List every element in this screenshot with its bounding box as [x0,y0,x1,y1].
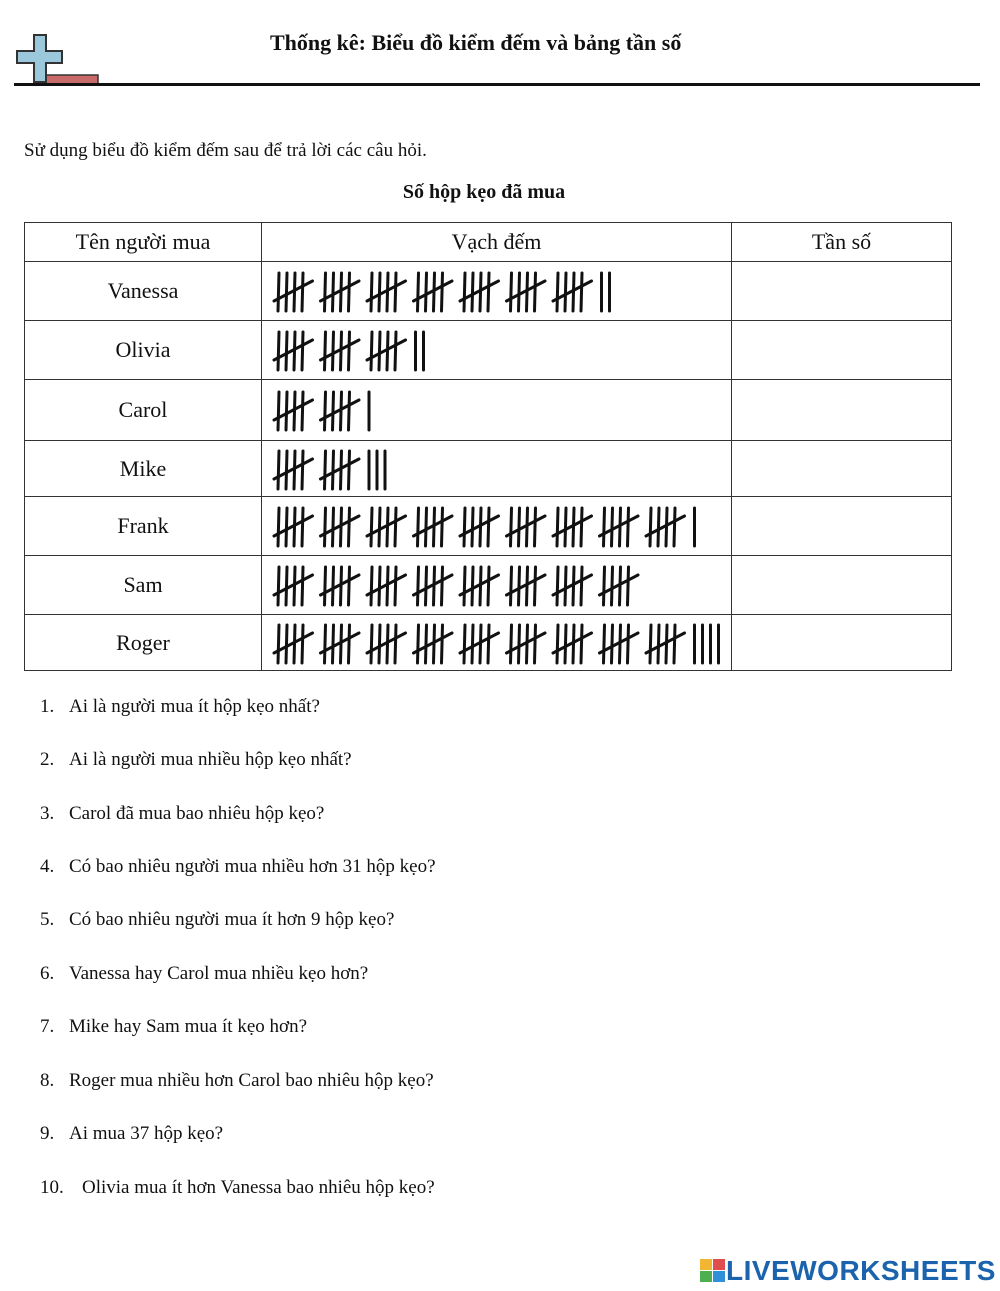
tally-marks-cell [262,556,732,615]
table-row [25,615,952,671]
tally-marks-cell [262,262,732,321]
question-number: 5. [40,909,55,930]
tally-marks [271,502,721,550]
tally-stroke [418,273,419,311]
tally-stroke [604,508,605,546]
tally-stroke [278,273,279,311]
column-header-buyer: Tên người mua [25,223,262,262]
tally-stroke [565,508,566,546]
tally-stroke [333,508,334,546]
tally-stroke [488,567,489,605]
tally-stroke [557,567,558,605]
frequency-cell[interactable] [732,615,952,671]
tally-stroke [286,567,287,605]
brand-name: LIVEWORKSHEETS [726,1255,996,1286]
tally-stroke [349,392,350,430]
buyer-name: Mike [25,441,262,497]
tally-stroke [349,451,350,489]
tally-stroke [349,508,350,546]
tally-stroke [581,567,582,605]
tally-stroke [511,625,512,663]
tally-stroke [379,508,380,546]
liveworksheets-logo-icon [700,1259,726,1283]
tally-stroke [371,625,372,663]
tally-stroke [286,392,287,430]
tally-stroke [628,567,629,605]
tally-stroke [535,273,536,311]
question-number: 8. [40,1070,55,1091]
question-text: Carol đã mua bao nhiêu hộp kẹo? [69,803,325,824]
instruction-text: Sử dụng biểu đồ kiểm đếm sau để trả lời các câu hỏi. [24,140,427,161]
question-number: 7. [40,1016,55,1037]
tally-stroke [395,273,396,311]
tally-stroke [333,451,334,489]
tally-stroke [286,508,287,546]
tally-stroke [557,625,558,663]
tally-marks [271,619,721,667]
question-item [40,909,394,931]
tally-stroke [395,625,396,663]
tally-stroke [418,567,419,605]
tally-marks-cell [262,441,732,497]
tally-stroke [325,451,326,489]
question-item [40,1123,223,1145]
tally-stroke [519,273,520,311]
frequency-cell[interactable] [732,441,952,497]
tally-stroke [628,625,629,663]
tally-stroke [278,392,279,430]
column-header-tally: Vạch đếm [262,223,732,262]
header-divider [14,83,980,86]
question-text: Olivia mua ít hơn Vanessa bao nhiêu hộp kẹo? [82,1177,435,1198]
tally-stroke [286,332,287,370]
tally-stroke [519,625,520,663]
question-item [40,963,368,985]
tally-stroke [325,332,326,370]
tally-stroke [581,273,582,311]
tally-stroke [658,625,659,663]
frequency-cell[interactable] [732,497,952,556]
buyer-name: Vanessa [25,262,262,321]
question-number: 1. [40,696,55,717]
tally-stroke [511,567,512,605]
plus-minus-math-icon [14,32,100,86]
question-item [40,1177,435,1199]
tally-marks [271,445,721,493]
question-item [40,1070,434,1092]
tally-stroke [604,625,605,663]
tally-stroke [333,392,334,430]
tally-marks [271,267,721,315]
tally-marks-cell [262,380,732,441]
frequency-cell[interactable] [732,262,952,321]
tally-stroke [612,567,613,605]
tally-stroke [464,567,465,605]
tally-stroke [325,567,326,605]
question-text: Ai là người mua ít hộp kẹo nhất? [69,696,320,717]
question-text: Có bao nhiêu người mua ít hơn 9 hộp kẹo? [69,909,395,930]
tally-stroke [488,508,489,546]
tally-stroke [302,392,303,430]
tally-stroke [395,332,396,370]
frequency-cell[interactable] [732,556,952,615]
question-number: 10. [40,1177,64,1198]
frequency-cell[interactable] [732,321,952,380]
tally-stroke [333,625,334,663]
question-item [40,1016,307,1038]
tally-stroke [442,625,443,663]
question-item [40,749,352,771]
tally-stroke [535,567,536,605]
page-title: Thống kê: Biểu đồ kiểm đếm và bảng tần số [270,30,682,55]
table-title: Số hộp kẹo đã mua [402,181,566,203]
tally-stroke [333,332,334,370]
buyer-name: Roger [25,615,262,671]
tally-stroke [464,625,465,663]
tally-stroke [426,273,427,311]
tally-stroke [472,625,473,663]
buyer-name: Sam [25,556,262,615]
tally-marks [271,561,721,609]
table-row [25,441,952,497]
question-text: Vanessa hay Carol mua nhiều kẹo hơn? [69,963,369,984]
tally-stroke [426,508,427,546]
question-number: 6. [40,963,55,984]
tally-stroke [511,273,512,311]
tally-stroke [418,625,419,663]
question-text: Roger mua nhiều hơn Carol bao nhiêu hộp kẹo? [69,1070,434,1091]
question-number: 2. [40,749,55,770]
tally-stroke [302,625,303,663]
tally-stroke [418,508,419,546]
tally-stroke [442,273,443,311]
tally-stroke [464,273,465,311]
tally-stroke [535,625,536,663]
tally-stroke [650,625,651,663]
tally-stroke [395,508,396,546]
tally-stroke [472,567,473,605]
table-row [25,497,952,556]
tally-stroke [557,273,558,311]
tally-stroke [278,451,279,489]
tally-stroke [650,508,651,546]
frequency-cell[interactable] [732,380,952,441]
question-text: Ai là người mua nhiều hộp kẹo nhất? [69,749,352,770]
buyer-name: Carol [25,380,262,441]
tally-stroke [325,508,326,546]
question-text: Có bao nhiêu người mua nhiều hơn 31 hộp kẹo? [69,856,436,877]
table-row [25,262,952,321]
tally-stroke [379,567,380,605]
tally-stroke [442,508,443,546]
tally-stroke [379,625,380,663]
tally-stroke [628,508,629,546]
tally-stroke [371,332,372,370]
tally-stroke [442,567,443,605]
tally-stroke [426,625,427,663]
tally-stroke [519,508,520,546]
question-item [40,803,324,825]
tally-stroke [557,508,558,546]
tally-stroke [302,273,303,311]
tally-stroke [581,508,582,546]
tally-stroke [278,332,279,370]
tally-marks-cell [262,497,732,556]
tally-stroke [395,567,396,605]
tally-stroke [349,625,350,663]
tally-stroke [604,567,605,605]
tally-stroke [286,451,287,489]
tally-stroke [302,332,303,370]
question-number: 4. [40,856,55,877]
buyer-name: Frank [25,497,262,556]
column-header-frequency: Tần số [732,223,952,262]
tally-stroke [371,508,372,546]
table-header-row [25,223,952,262]
tally-stroke [379,332,380,370]
tally-stroke [519,567,520,605]
tally-stroke [302,451,303,489]
tally-stroke [325,625,326,663]
tally-marks-cell [262,615,732,671]
question-number: 9. [40,1123,55,1144]
tally-stroke [472,508,473,546]
tally-stroke [302,567,303,605]
liveworksheets-brand [700,1254,996,1288]
tally-stroke [278,625,279,663]
tally-stroke [278,567,279,605]
tally-stroke [325,392,326,430]
question-text: Ai mua 37 hộp kẹo? [69,1123,224,1144]
tally-stroke [612,625,613,663]
tally-stroke [333,567,334,605]
buyer-name: Olivia [25,321,262,380]
tally-stroke [349,567,350,605]
tally-stroke [511,508,512,546]
tally-stroke [325,273,326,311]
tally-stroke [286,273,287,311]
tally-stroke [658,508,659,546]
tally-stroke [565,273,566,311]
tally-stroke [278,508,279,546]
table-row [25,380,952,441]
tally-stroke [349,273,350,311]
tally-stroke [612,508,613,546]
tally-marks [271,386,721,434]
tally-table [24,222,952,671]
question-number: 3. [40,803,55,824]
tally-marks-cell [262,321,732,380]
question-text: Mike hay Sam mua ít kẹo hơn? [69,1016,308,1037]
tally-marks [271,326,721,374]
tally-stroke [464,508,465,546]
tally-stroke [333,273,334,311]
tally-stroke [488,625,489,663]
tally-stroke [565,567,566,605]
table-row [25,321,952,380]
question-item [40,696,320,718]
tally-stroke [302,508,303,546]
tally-stroke [472,273,473,311]
table-row [25,556,952,615]
tally-stroke [488,273,489,311]
tally-stroke [535,508,536,546]
tally-stroke [371,567,372,605]
tally-stroke [426,567,427,605]
tally-stroke [674,625,675,663]
tally-stroke [674,508,675,546]
tally-stroke [379,273,380,311]
question-item [40,856,436,878]
tally-stroke [349,332,350,370]
tally-stroke [286,625,287,663]
tally-stroke [371,273,372,311]
tally-stroke [581,625,582,663]
tally-stroke [565,625,566,663]
